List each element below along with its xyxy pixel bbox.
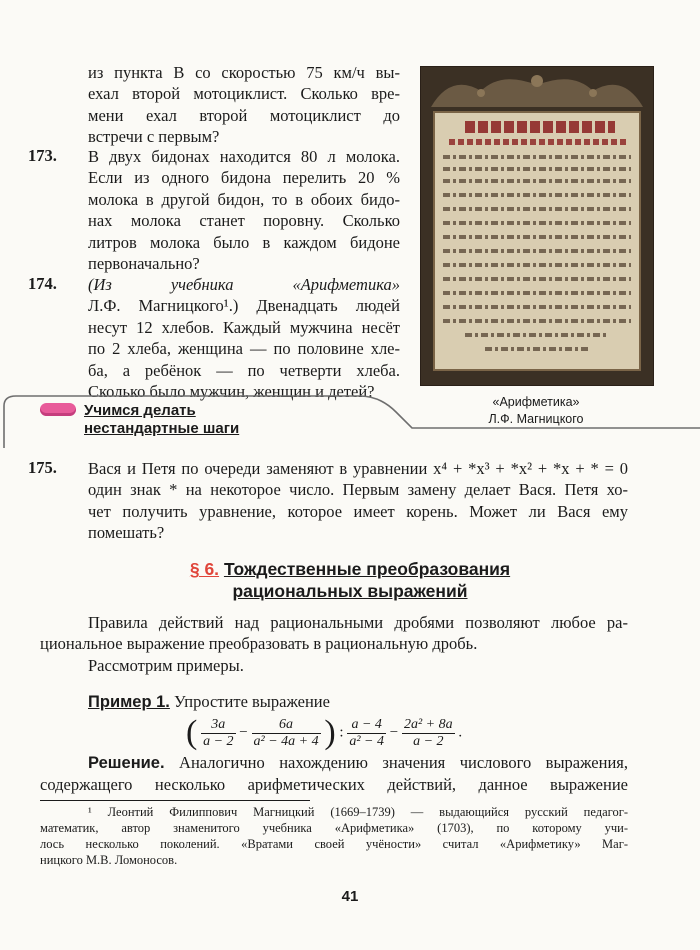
- left-paren: (: [186, 714, 198, 751]
- text-line: один знак * на некоторое число. Первым замену делает Вася. Петя хо-: [88, 480, 628, 500]
- caption-line: Л.Ф. Магницкого: [488, 412, 584, 426]
- footnote: [40, 804, 628, 868]
- manuscript-line: [443, 305, 631, 309]
- example-1-expression: [186, 714, 462, 754]
- fraction: $\frac{6a}{\text{a² − 4a + 4}}$: [253, 716, 319, 749]
- text-line: ехал второй мотоциклист. Сколько вре-: [88, 84, 400, 104]
- text-line: помешать?: [88, 523, 165, 543]
- ornament-icon: [421, 67, 653, 111]
- text-line: Сколько было мужчин, женщин и детей?: [88, 382, 375, 402]
- manuscript-line: [443, 179, 631, 183]
- footnote-line: лось несколько поколений. «Вратами своей учёности» считал «Арифметику» Маг-: [40, 837, 628, 851]
- text-line: мени ехал второй мотоциклист до: [88, 105, 400, 125]
- pink-tab-icon: [40, 403, 76, 416]
- text-line: (Из учебника «Арифметика»: [88, 275, 400, 294]
- text-line: встречи с первым?: [88, 127, 220, 147]
- manuscript-line: [443, 235, 631, 239]
- section-title-line: рациональных выражений: [232, 581, 468, 601]
- text-line: содержащего несколько арифметических действий, данное выражение: [40, 775, 628, 795]
- manuscript-line: [443, 207, 631, 211]
- title-line: Учимся делать: [84, 402, 196, 419]
- problem-number: 173.: [28, 146, 57, 165]
- text-line: первоначально?: [88, 254, 200, 274]
- footnote-line: ¹ Леонтий Филиппович Магницкий (1669–1739) — выдающийся русский педагог-: [88, 805, 628, 819]
- special-section-title: [84, 402, 239, 438]
- manuscript-line: [485, 347, 589, 351]
- manuscript-line: [443, 319, 631, 323]
- solution-label: Решение.: [88, 754, 165, 772]
- problem-173: [88, 146, 400, 274]
- section-heading: [60, 558, 640, 602]
- manuscript-line: [443, 291, 631, 295]
- section-number: § 6.: [189, 559, 220, 579]
- text-line: чет получить уравнение, которое имеет корень. Может ли Вася ему: [88, 501, 628, 521]
- text-line: Правила действий над рациональными дробями позволяют любое ра-: [88, 613, 628, 632]
- footnote-rule: [40, 800, 310, 801]
- manuscript-line: [443, 263, 631, 267]
- solution-paragraph: [40, 752, 628, 796]
- intro-paragraph: [40, 612, 628, 676]
- manuscript-line: [443, 221, 631, 225]
- text-line: молока в другой бидон, то в обоих бидо-: [88, 189, 400, 209]
- text-line: Решение. Аналогично нахождению значения числового выражения,: [88, 753, 628, 772]
- fraction: $\frac{a - 4}{\text{a² − 4}}$: [349, 716, 384, 749]
- example-1-heading: [88, 692, 330, 712]
- text-line: нах молока станет поровну. Сколько: [88, 211, 400, 231]
- text-line: Л.Ф. Магницкого¹.) Двенадцать людей: [88, 296, 400, 316]
- text-line: несут 12 хлебов. Каждый мужчина несёт: [88, 317, 400, 337]
- caption-line: «Арифметика»: [492, 395, 580, 409]
- minus-sign: −: [389, 724, 399, 741]
- manuscript-line: [443, 277, 631, 281]
- arithmetic-manuscript-image: [420, 66, 654, 386]
- text-line: циональное выражение преобразовать в рациональную дробь.: [40, 634, 478, 654]
- text-line: Вася и Петя по очереди заменяют в уравнении x⁴ + *x³ + *x² + *x + * = 0: [88, 459, 628, 478]
- title-line: нестандартные шаги: [84, 420, 240, 437]
- text-line: В двух бидонах находится 80 л молока.: [88, 147, 400, 166]
- manuscript-heading: [465, 121, 615, 133]
- manuscript-subheading: [449, 139, 629, 145]
- manuscript-line: [443, 193, 631, 197]
- section-title-line: Тождественные преобразования: [223, 559, 511, 579]
- problem-174: [88, 274, 400, 402]
- text-line: по 2 хлеба, женщина — по половине хле-: [88, 339, 400, 359]
- manuscript-line: [465, 333, 609, 337]
- manuscript-line: [443, 167, 631, 171]
- problem-number: 175.: [28, 458, 57, 477]
- text-line: литров молока было в каждом бидоне: [88, 232, 400, 252]
- problem-175: [88, 458, 628, 544]
- problem-number: 174.: [28, 274, 57, 293]
- text-line: Если из одного бидона перелить 20 %: [88, 168, 400, 188]
- manuscript-page: [433, 111, 641, 371]
- problem-172-continuation: [88, 62, 400, 148]
- text-line: ба, а ребёнок — по четверти хлеба.: [88, 360, 400, 380]
- colon-sign: :: [339, 724, 344, 741]
- period: .: [458, 724, 463, 741]
- text-line: из пункта В со скоростью 75 км/ч вы-: [88, 63, 400, 82]
- text-line: Рассмотрим примеры.: [88, 655, 244, 675]
- fraction: $\frac{\text{2a² + 8a}}{a - 2}$: [403, 716, 453, 749]
- example-label: Пример 1.: [88, 693, 170, 711]
- footnote-line: ницкого М.В. Ломоносов.: [40, 853, 178, 867]
- minus-sign: −: [239, 724, 248, 741]
- example-text: Упростите выражение: [174, 692, 330, 711]
- manuscript-line: [443, 249, 631, 253]
- footnote-line: математик, автор знаменитого учебника «Арифметика» (1703), по которому учи-: [40, 821, 628, 835]
- right-paren: ): [324, 714, 336, 751]
- fraction: $\frac{3a}{a - 2}$: [203, 716, 234, 749]
- manuscript-line: [443, 155, 631, 159]
- page-number: 41: [341, 888, 359, 905]
